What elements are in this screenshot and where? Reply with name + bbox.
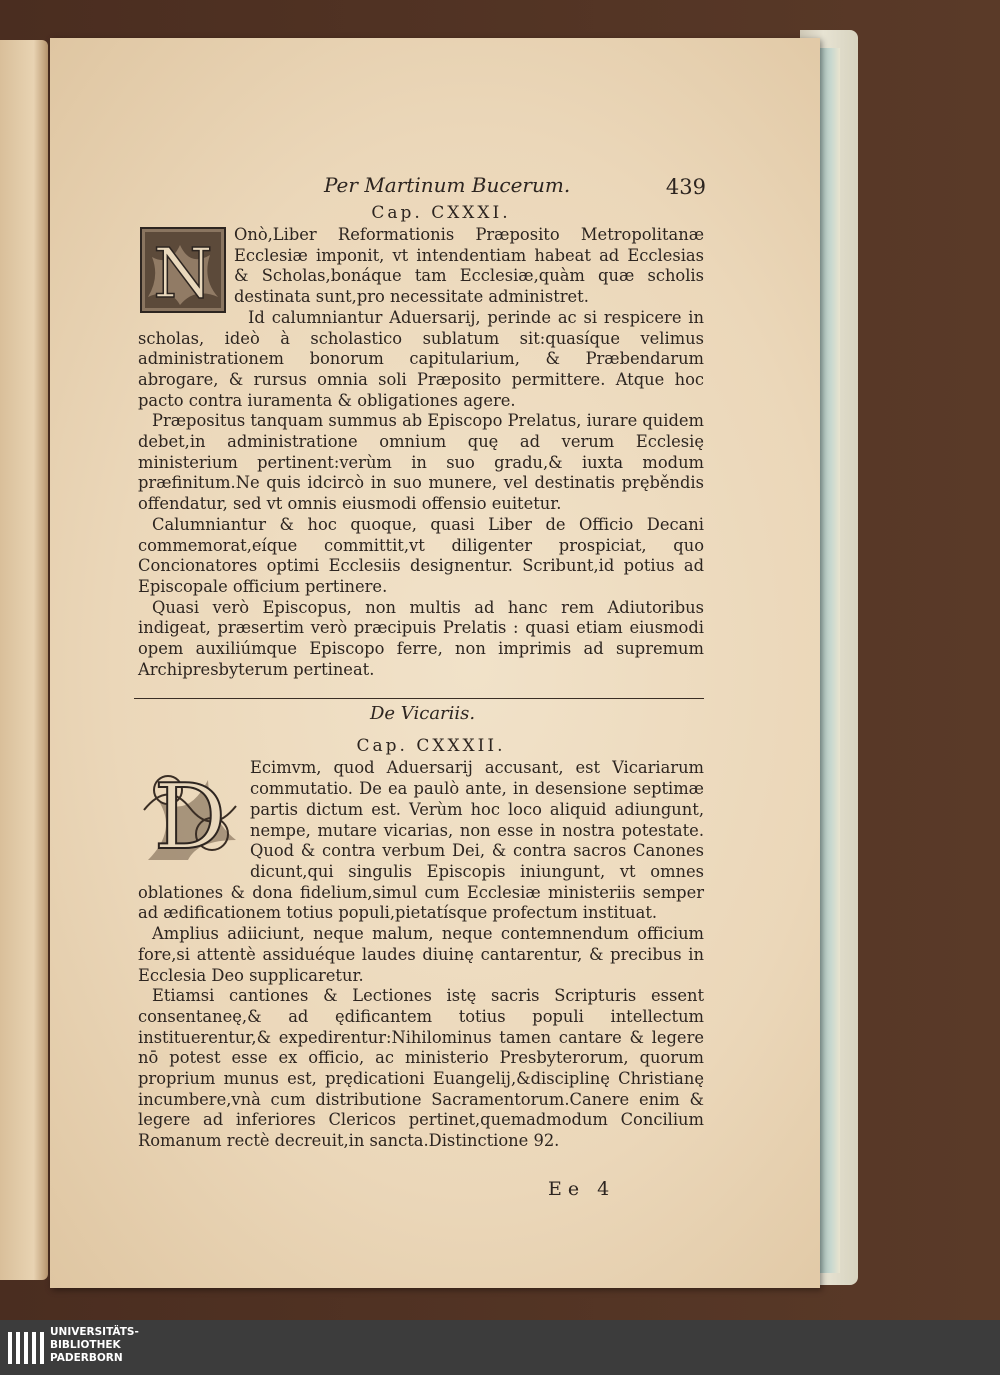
signature-mark: Ee 4 [548, 1177, 616, 1200]
page-block-edge [818, 48, 840, 1273]
page-number: 439 [665, 175, 706, 199]
running-head: Per Martinum Bucerum. [324, 173, 571, 197]
paragraph: Calumniantur & hoc quoque, quasi Liber de Officio Decani commemorat,eíque committit,vt diligenter prospiciat, quo Concionatores optimi Ecclesiis designentur. Scribunt,id potius ad Episcopale officium pertinere. [138, 514, 704, 596]
library-logo-icon [6, 1328, 46, 1368]
paragraph: Amplius adiiciunt, neque malum, neque contemnendum officium fore,si attentè assiduéque laudes diuinę cantarentur, & precibus in Ecclesia Deo supplicaretur. [138, 924, 704, 985]
paragraph: Præpositus tanquam summus ab Episcopo Prelatus, iurare quidem debet,in administratione omnium quę ad verum Ecclesię ministerium pertinent:verùm in suo gradu,& iuxta modum præfinitum.Ne quis idcircò in suo munere, vel destinatis pręběndis offendatur, sed vt omnis eiusmodi offensio euitetur. [138, 411, 704, 514]
decorated-initial-n-icon [140, 227, 226, 313]
text-block [138, 173, 704, 1200]
library-name-line: PADERBORN [50, 1352, 123, 1364]
paragraph: Id calumniantur Aduersarij, perinde ac si respicere in scholas, ideò à scholastico sublatum sit:quasíque velimus administrationem bonorum capitularium, & Præbendarum abrogare, & rursus omnia soli Præposito permittere. Atque hoc pacto contra iuramenta & obligationes agere. [138, 307, 704, 410]
library-name-line: BIBLIOTHEK [50, 1339, 121, 1351]
library-name-line: UNIVERSITÄTS- [50, 1326, 139, 1338]
library-footer [0, 1320, 1000, 1375]
paragraph: Etiamsi cantiones & Lectiones istę sacris Scripturis essent consentaneę,& ad ędificantem totius populi intellectum instituerentur,& expedirentur:Nihilominus tamen cantare & legere nō potest esse ex officio, ac ministerio Presbyterorum, quorum proprium munus est, prędicationi Euangelij,&disciplinę Christianę incumbere,vnà cum distributione Sacramentorum.Canere enim & legere ad inferiores Clericos pertinet,quemadmodum Concilium Romanum rectè decreuit,in sancta.Distinctione 92. [138, 986, 704, 1151]
section-divider [134, 698, 704, 699]
paragraph: Onò,Liber Reformationis Præposito Metropolitanæ Ecclesiæ imponit, vt intendentiam habeat ad Ecclesias & Scholas,bonáque tam Ecclesiæ,quàm quæ scholis destinata sunt,pro necessitate administret. [234, 225, 704, 307]
chapter-title: Cap. CXXXII. [356, 736, 506, 757]
library-name [50, 1326, 139, 1365]
book-page [50, 38, 820, 1288]
paragraph: Quasi verò Episcopus, non multis ad hanc rem Adiutoribus indigeat, præsertim verò præcipuis Prelatis : quasi etiam eiusmodi opem auxiliúmque Episcopo ferre, non imprimis ad supremum Archipresbyterum pertineat. [138, 597, 704, 679]
left-page-edge [0, 40, 48, 1280]
chapter-title: Cap. CXXXI. [371, 203, 511, 223]
page-header [138, 173, 704, 203]
section-title: De Vicariis. [370, 703, 476, 725]
paragraph: Ecimvm, quod Aduersarij accusant, est Vicariarum commutatio. De ea paulò ante, in desensione septimæ partis dictum est. Verùm hoc loco aliquid adiungunt, nempe, mutare vicarias, non esse in nostra potestate. Quod & contra verbum Dei, & contra sacros Canones dicunt,qui singulis Episcopis iniungunt, vt omnes oblationes & dona fidelium,simul cum Ecclesiæ ministeriis semper ad ædificationem totius populi,pietatísque profectum instituat. [138, 758, 704, 923]
svg-text:N: N [153, 235, 213, 313]
svg-text:D: D [153, 765, 227, 865]
decorated-initial-d-icon [138, 760, 242, 864]
